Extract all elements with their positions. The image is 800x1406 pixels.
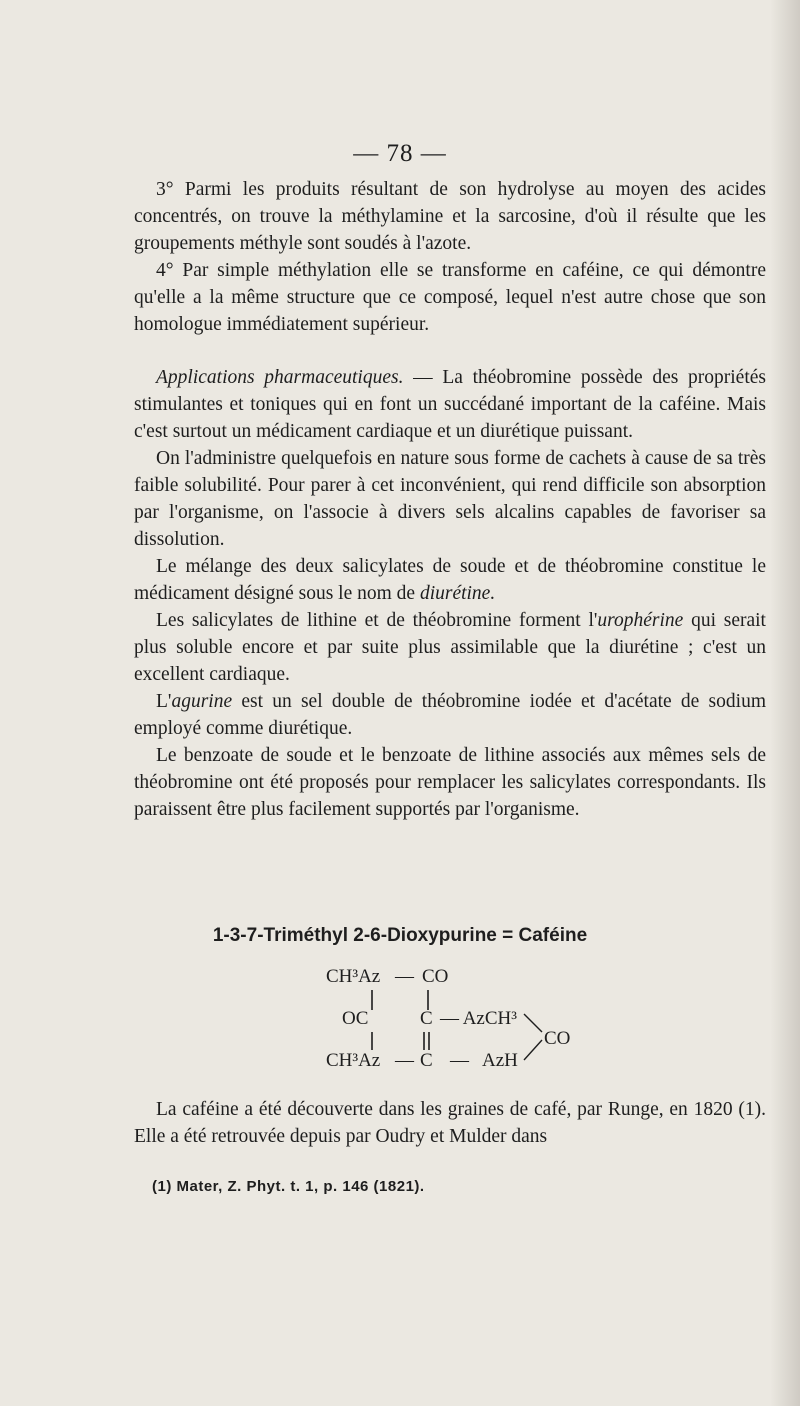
- formula-text: C: [420, 1008, 433, 1029]
- formula-diagram: [310, 958, 610, 1078]
- page-number: — 78 —: [353, 140, 447, 167]
- formula-text: CO: [422, 966, 449, 987]
- paragraph-text: est un sel double de théobromine iodée et d'acétate de sodium employé comme diurétique.: [134, 691, 766, 739]
- paragraph: 3° Parmi les produits résultant de son hydrolyse au moyen des acides concentrés, on trouve la méthylamine et la sarcosine, d'où il résulte que les groupements méthyle sont soudés à l'azote.: [134, 179, 766, 254]
- paragraph-text: — La théobromine possède des propriétés stimulantes et toniques qui en font un succédané important de la caféine. Mais c'est surtout un médicament cardiaque et un diurétique puissant.: [134, 367, 766, 442]
- paragraph: [134, 607, 766, 688]
- text-block-applications: [134, 364, 766, 823]
- term-italic: diurétine.: [419, 583, 496, 604]
- formula-text: CO: [544, 1028, 571, 1049]
- text-block-cafeine: [134, 1096, 766, 1150]
- formula-text: —: [395, 1050, 414, 1071]
- paragraph-text: qui serait plus soluble encore et par suite plus assimilable que la diurétine ; c'est un excellent cardiaque.: [134, 610, 766, 685]
- paragraph: On l'administre quelquefois en nature sous forme de cachets à cause de sa très faible solubilité. Pour parer à cet inconvénient, qui rend difficile son absorption par l'organisme, on l'associe à divers sels alcalins capables de favoriser sa dissolution.: [134, 448, 766, 550]
- footnote: (1) Mater, Z. Phyt. t. 1, p. 146 (1821).: [152, 1178, 425, 1195]
- section-heading: Applications pharmaceutiques.: [156, 367, 404, 388]
- paragraph: La caféine a été découverte dans les graines de café, par Runge, en 1820 (1). Elle a été retrouvée depuis par Oudry et Mulder dans: [134, 1099, 766, 1147]
- paragraph-text: Les salicylates de lithine et de théobromine forment l': [156, 610, 598, 631]
- bond-line: [524, 1014, 542, 1032]
- formula-text: —: [395, 966, 414, 987]
- paragraph: [134, 553, 766, 607]
- paragraph-text: L': [156, 691, 172, 712]
- formula-text: CH³Az: [326, 1050, 381, 1071]
- formula-title: 1-3-7-Triméthyl 2-6-Dioxypurine = Caféine: [212, 925, 588, 946]
- formula-text: — AzCH³: [440, 1008, 517, 1029]
- formula-text: C: [420, 1050, 433, 1071]
- text-block-intro: [134, 176, 766, 338]
- paragraph: 4° Par simple méthylation elle se transforme en caféine, ce qui démontre qu'elle a la même structure que ce composé, lequel n'est autre chose que son homologue immédiatement supérieur.: [134, 260, 766, 335]
- paragraph-text: Le mélange des deux salicylates de soude et de théobromine constitue le médicament désigné sous le nom de: [134, 556, 766, 604]
- chemical-formula: [310, 958, 610, 1078]
- bond-line: [524, 1040, 542, 1060]
- term-italic: urophérine: [597, 610, 684, 631]
- paragraph: [134, 688, 766, 742]
- formula-text: AzH: [482, 1050, 518, 1071]
- paragraph: Le benzoate de soude et le benzoate de lithine associés aux mêmes sels de théobromine ont été proposés pour remplacer les salicylates correspondants. Ils paraissent être plus facilement supportés par l'organisme.: [134, 745, 766, 820]
- formula-text: CH³Az: [326, 966, 381, 987]
- page-edge-shadow: [770, 0, 800, 1406]
- formula-text: —: [450, 1050, 469, 1071]
- paragraph: [134, 364, 766, 445]
- term-italic: agurine: [171, 691, 233, 712]
- formula-text: OC: [342, 1008, 369, 1029]
